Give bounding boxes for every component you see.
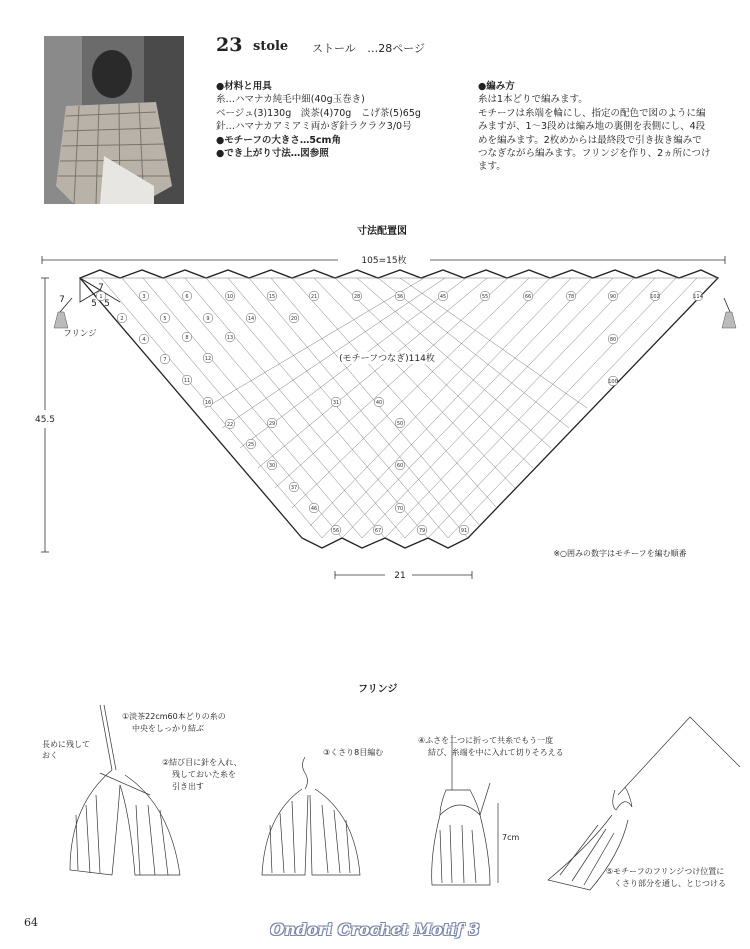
motif-number: 10 bbox=[226, 293, 234, 300]
fringe-step4-line: ④ふさを二つに折って共糸でもう一度 bbox=[418, 736, 554, 745]
diagram-note: ※○囲みの数字はモチーフを編む順番 bbox=[553, 549, 687, 558]
motif-size: ●モチーフの大きさ…5cm角 bbox=[216, 134, 341, 146]
motif-number: 114 bbox=[693, 293, 703, 300]
motif-number: 4 bbox=[142, 336, 146, 343]
motif-number: 56 bbox=[332, 527, 340, 534]
motif-number: 8 bbox=[185, 334, 189, 341]
pattern-name-jp bbox=[312, 40, 425, 56]
motif-number: 20 bbox=[290, 315, 298, 322]
fringe-step3: ③くさり8目編む bbox=[323, 748, 384, 757]
fringe-step1-line: 中央をしっかり結ぶ bbox=[132, 724, 204, 733]
page-number: 64 bbox=[24, 916, 38, 929]
top-dimension-label: 105=15枚 bbox=[361, 256, 407, 266]
top-row-numbers bbox=[96, 291, 703, 301]
method-line: みますが、1～3段めは編み地の裏側を表側にし、4段 bbox=[478, 121, 706, 133]
fringe-label-leave-long-line: おく bbox=[42, 751, 58, 760]
corner-label: 5 bbox=[91, 299, 97, 309]
materials-heading: ●材料と用具 bbox=[216, 81, 272, 92]
materials-section bbox=[216, 80, 466, 160]
fringe-step2-line: ②結び目に針を入れ、 bbox=[162, 758, 242, 767]
watermark: Ondori Crochet Motif 3 bbox=[270, 920, 480, 939]
tassel-right-shape bbox=[722, 312, 736, 328]
pattern-name-jp-text: ストール bbox=[312, 42, 356, 55]
motif-number: 60 bbox=[396, 462, 404, 469]
fringe-measure: 7cm bbox=[502, 833, 520, 842]
corner-label: 7 bbox=[59, 295, 65, 305]
bottom-dimension-label: 21 bbox=[394, 571, 406, 581]
pattern-page-ref: …28ページ bbox=[367, 42, 426, 55]
motif-number: 29 bbox=[268, 420, 276, 427]
fringe-step5-line: ⑤モチーフのフリンジつけ位置に bbox=[606, 867, 725, 876]
motif-number: 28 bbox=[353, 293, 361, 300]
diagram-title: 寸法配置図 bbox=[357, 226, 407, 237]
method-line: めを編みます。2枚めからは最終段で引き抜き編みで bbox=[478, 134, 702, 146]
fringe-step2-line: 引き出す bbox=[172, 782, 204, 791]
stole-photo bbox=[44, 36, 184, 204]
inner-numbers bbox=[117, 313, 618, 535]
method-line: ます。 bbox=[478, 161, 506, 173]
motif-number: 102 bbox=[650, 293, 660, 300]
fringe-step5-line: くさり部分を通し、とじつける bbox=[614, 879, 726, 888]
motif-number: 12 bbox=[204, 355, 212, 362]
motif-number: 21 bbox=[310, 293, 318, 300]
tassel-left-shape bbox=[54, 312, 68, 328]
height-dimension-label: 45.5 bbox=[34, 415, 56, 425]
motif-number: 80 bbox=[609, 336, 617, 343]
motif-number: 67 bbox=[374, 527, 382, 534]
fringe-step5-illustration bbox=[548, 717, 740, 890]
center-label: (モチーフつなぎ)114枚 bbox=[339, 354, 435, 364]
motif-number: 13 bbox=[226, 334, 234, 341]
materials-line: ベージュ(3)130g 淡茶(4)70g こげ茶(5)65g bbox=[216, 107, 421, 119]
fringe-step1 bbox=[122, 711, 228, 733]
fringe-side-label: フリンジ bbox=[63, 329, 97, 339]
method-line: モチーフは糸端を輪にし、指定の配色で図のように編 bbox=[478, 107, 706, 119]
pattern-name-en: stole bbox=[253, 39, 289, 54]
motif-number: 37 bbox=[290, 484, 298, 491]
stole-diagram bbox=[0, 240, 750, 585]
motif-number: 16 bbox=[204, 399, 212, 406]
motif-number: 40 bbox=[375, 399, 383, 406]
motif-number: 11 bbox=[183, 377, 191, 384]
motif-number: 91 bbox=[460, 527, 468, 534]
motif-number: 45 bbox=[439, 293, 447, 300]
motif-number: 6 bbox=[185, 293, 189, 300]
corner-label: 7 bbox=[98, 283, 104, 293]
motif-number: 2 bbox=[120, 315, 124, 322]
fringe-step3-illustration bbox=[262, 757, 360, 875]
motif-number: 25 bbox=[247, 441, 255, 448]
motif-number: 70 bbox=[396, 505, 404, 512]
motif-number: 78 bbox=[567, 293, 575, 300]
motif-number: 1 bbox=[99, 293, 103, 300]
fringe-step4-line: 結び、糸端を中に入れて切りそろえる bbox=[428, 748, 564, 757]
motif-number: 50 bbox=[396, 420, 404, 427]
motif-number: 46 bbox=[310, 505, 318, 512]
motif-number: 31 bbox=[332, 399, 340, 406]
motif-number: 15 bbox=[268, 293, 276, 300]
fringe-step5 bbox=[606, 866, 727, 888]
method-heading: ●編み方 bbox=[478, 81, 515, 92]
motif-number: 90 bbox=[609, 293, 617, 300]
motif-number: 55 bbox=[481, 293, 489, 300]
motif-number: 30 bbox=[268, 462, 276, 469]
materials-line: 針…ハマナカアミアミ両かぎ針ラクラク3/0号 bbox=[216, 121, 412, 133]
fringe-illustrations bbox=[0, 695, 750, 915]
materials-line: 糸…ハマナカ純毛中細(40g玉巻き) bbox=[216, 94, 365, 106]
fringe-title: フリンジ bbox=[358, 684, 398, 695]
motif-number: 14 bbox=[247, 315, 255, 322]
fringe-label-leave-long bbox=[42, 739, 93, 760]
fringe-step4 bbox=[418, 735, 564, 757]
motif-number: 3 bbox=[142, 293, 146, 300]
method-line: つなぎながら編みます。フリンジを作り、2ヵ所につけ bbox=[478, 148, 711, 160]
motif-number: 36 bbox=[396, 293, 404, 300]
method-line: 糸は1本どりで編みます。 bbox=[478, 94, 588, 106]
finished-size: ●でき上がり寸法…図参照 bbox=[216, 148, 329, 160]
motif-number: 79 bbox=[418, 527, 426, 534]
pattern-number: 23 bbox=[216, 34, 243, 56]
fringe-step2 bbox=[162, 757, 244, 791]
motif-number: 5 bbox=[163, 315, 167, 322]
motif-grid bbox=[80, 278, 718, 538]
motif-number: 66 bbox=[524, 293, 532, 300]
corner-label: 5 bbox=[104, 299, 110, 309]
fringe-step1-line: ①淡茶22cm60本どりの糸の bbox=[122, 712, 226, 721]
fringe-label-leave-long-line: 長めに残して bbox=[42, 740, 90, 749]
stole-photo-image bbox=[44, 36, 184, 204]
motif-number: 22 bbox=[226, 421, 234, 428]
motif-number: 9 bbox=[206, 315, 210, 322]
fringe-step2-line: 残しておいた糸を bbox=[172, 770, 236, 779]
fringe-step4-illustration bbox=[432, 735, 498, 885]
method-section bbox=[478, 80, 740, 174]
motif-number: 100 bbox=[608, 378, 618, 385]
motif-number: 7 bbox=[163, 356, 167, 363]
